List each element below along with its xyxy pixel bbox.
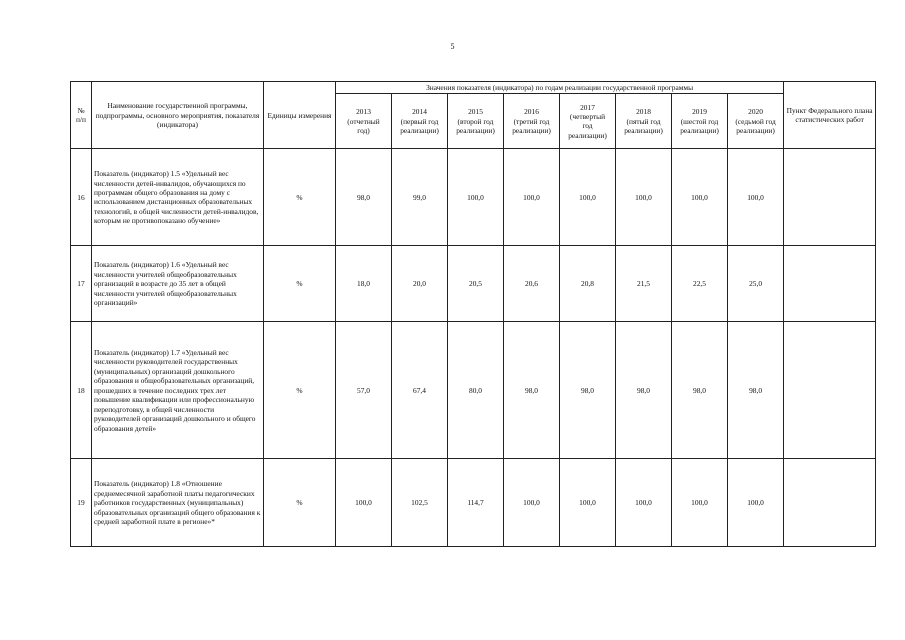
value-2014: 99,0: [392, 149, 448, 246]
value-2013: 100,0: [336, 459, 392, 547]
value-2014: 102,5: [392, 459, 448, 547]
header-year-2013: 2013 (отчетный год): [336, 94, 392, 149]
plan-item: [784, 149, 876, 246]
value-2015: 80,0: [448, 322, 504, 459]
header-values-group: Значения показателя (индикатора) по годам реализации государственной программы: [336, 82, 784, 94]
header-num: № п/п: [71, 82, 92, 149]
value-2013: 18,0: [336, 246, 392, 322]
value-2018: 100,0: [616, 149, 672, 246]
header-unit: Единицы измерения: [264, 82, 336, 149]
value-2017: 20,8: [560, 246, 616, 322]
value-2016: 98,0: [504, 322, 560, 459]
value-2014: 67,4: [392, 322, 448, 459]
table-row: [71, 246, 876, 322]
header-year-2020: 2020 (седьмой год реализации): [728, 94, 784, 149]
page-number: 5: [450, 42, 455, 51]
indicator-name: Показатель (индикатор) 1.6 «Удельный вес численности учителей общеобразовательных организаций в возрасте до 35 лет в общей численности учителей общеобразовательных организаций»: [92, 246, 264, 322]
plan-item: [784, 246, 876, 322]
indicator-unit: %: [264, 322, 336, 459]
value-2018: 98,0: [616, 322, 672, 459]
value-2015: 114,7: [448, 459, 504, 547]
value-2020: 100,0: [728, 459, 784, 547]
indicator-unit: %: [264, 149, 336, 246]
value-2014: 20,0: [392, 246, 448, 322]
value-2013: 98,0: [336, 149, 392, 246]
value-2019: 100,0: [672, 149, 728, 246]
table-row: [71, 322, 876, 459]
table-row: [71, 149, 876, 246]
value-2020: 98,0: [728, 322, 784, 459]
indicator-name: Показатель (индикатор) 1.7 «Удельный вес численности руководителей государственных (муниципальных) организаций дошкольного образования и общеобразовательных организаций, прошедших в течение последних трех лет повышение квалификации или профессиональную переподготовку, в общей численности руководителей организаций дошкольного и общего образования детей»: [92, 322, 264, 459]
indicator-name: Показатель (индикатор) 1.8 «Отношение среднемесячной заработной платы педагогических работников государственных (муниципальных) образовательных организаций общего образования к средней заработной плате в регионе»*: [92, 459, 264, 547]
value-2017: 100,0: [560, 149, 616, 246]
value-2016: 100,0: [504, 459, 560, 547]
value-2018: 100,0: [616, 459, 672, 547]
header-year-2019: 2019 (шестой год реализации): [672, 94, 728, 149]
value-2018: 21,5: [616, 246, 672, 322]
value-2017: 98,0: [560, 322, 616, 459]
table-row: [71, 459, 876, 547]
plan-item: [784, 459, 876, 547]
indicators-table: [70, 81, 876, 547]
value-2016: 100,0: [504, 149, 560, 246]
row-num: 18: [71, 322, 92, 459]
row-num: 19: [71, 459, 92, 547]
value-2020: 25,0: [728, 246, 784, 322]
row-num: 17: [71, 246, 92, 322]
value-2016: 20,6: [504, 246, 560, 322]
value-2017: 100,0: [560, 459, 616, 547]
header-year-2017: 2017 (четвертый год реализации): [560, 94, 616, 149]
value-2019: 22,5: [672, 246, 728, 322]
value-2015: 100,0: [448, 149, 504, 246]
plan-item: [784, 322, 876, 459]
indicator-name: Показатель (индикатор) 1.5 «Удельный вес численности детей-инвалидов, обучающихся по программам общего образования на дому с использованием дистанционных образовательных технологий, в общей численности детей-инвалидов, которым не противопоказано обучение»: [92, 149, 264, 246]
value-2020: 100,0: [728, 149, 784, 246]
value-2019: 98,0: [672, 322, 728, 459]
value-2013: 57,0: [336, 322, 392, 459]
header-name: Наименование государственной программы, подпрограммы, основного мероприятия, показателя (индикатора): [92, 82, 264, 149]
indicator-unit: %: [264, 459, 336, 547]
header-year-2016: 2016 (третий год реализации): [504, 94, 560, 149]
header-plan: Пункт Федерального плана статистических работ: [784, 82, 876, 149]
value-2015: 20,5: [448, 246, 504, 322]
row-num: 16: [71, 149, 92, 246]
header-year-2015: 2015 (второй год реализации): [448, 94, 504, 149]
header-year-2018: 2018 (пятый год реализации): [616, 94, 672, 149]
indicator-unit: %: [264, 246, 336, 322]
value-2019: 100,0: [672, 459, 728, 547]
header-year-2014: 2014 (первый год реализации): [392, 94, 448, 149]
